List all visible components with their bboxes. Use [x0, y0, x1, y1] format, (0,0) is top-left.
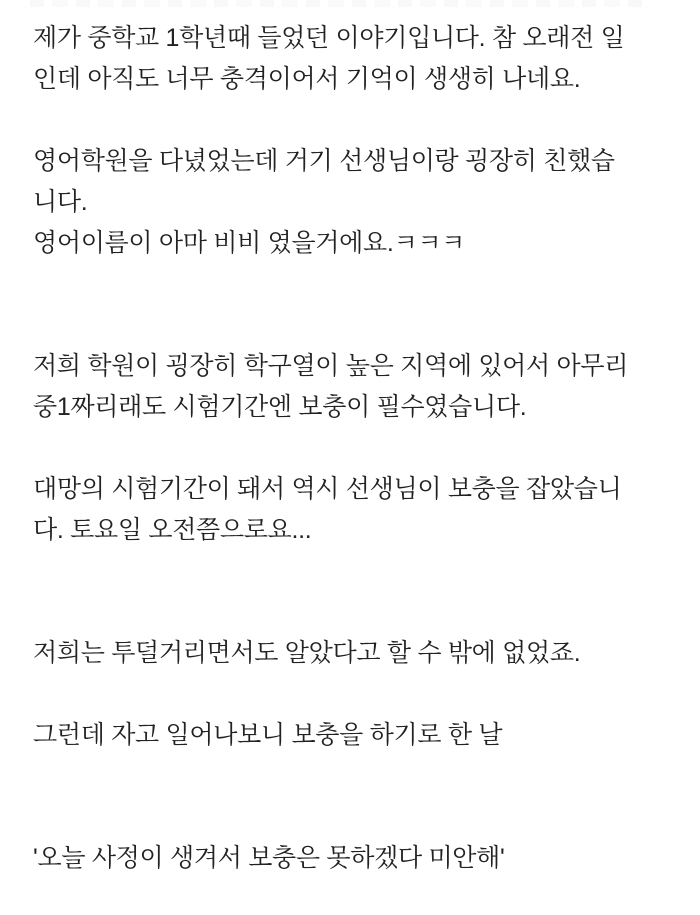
text-line: 영어학원을 다녔었는데 거기 선생님이랑 굉장히 친했습 — [33, 147, 615, 175]
text-line: 니다. — [33, 188, 88, 216]
text-line: 인데 아직도 너무 충격이어서 기억이 생생히 나네요. — [33, 65, 581, 93]
text-line: 다. 토요일 오전쯤으로요... — [33, 516, 312, 544]
text-line: 대망의 시험기간이 돼서 역시 선생님이 보충을 잡았습니 — [33, 475, 622, 503]
cropped-previous-line — [30, 0, 650, 7]
text-line: 중1짜리래도 시험기간엔 보충이 필수였습니다. — [33, 393, 527, 421]
text-line: '오늘 사정이 생겨서 보충은 못하겠다 미안해' — [33, 844, 505, 872]
text-line: 저희는 투덜거리면서도 알았다고 할 수 밖에 없었죠. — [33, 639, 581, 667]
text-line: 저희 학원이 굉장히 학구열이 높은 지역에 있어서 아무리 — [33, 352, 629, 380]
story-text — [33, 18, 672, 879]
text-line: 영어이름이 아마 비비 였을거에요.ㅋㅋㅋ — [33, 229, 466, 257]
text-line: 그런데 자고 일어나보니 보충을 하기로 한 날 — [33, 721, 503, 749]
text-line: 제가 중학교 1학년때 들었던 이야기입니다. 참 오래전 일 — [33, 24, 625, 52]
